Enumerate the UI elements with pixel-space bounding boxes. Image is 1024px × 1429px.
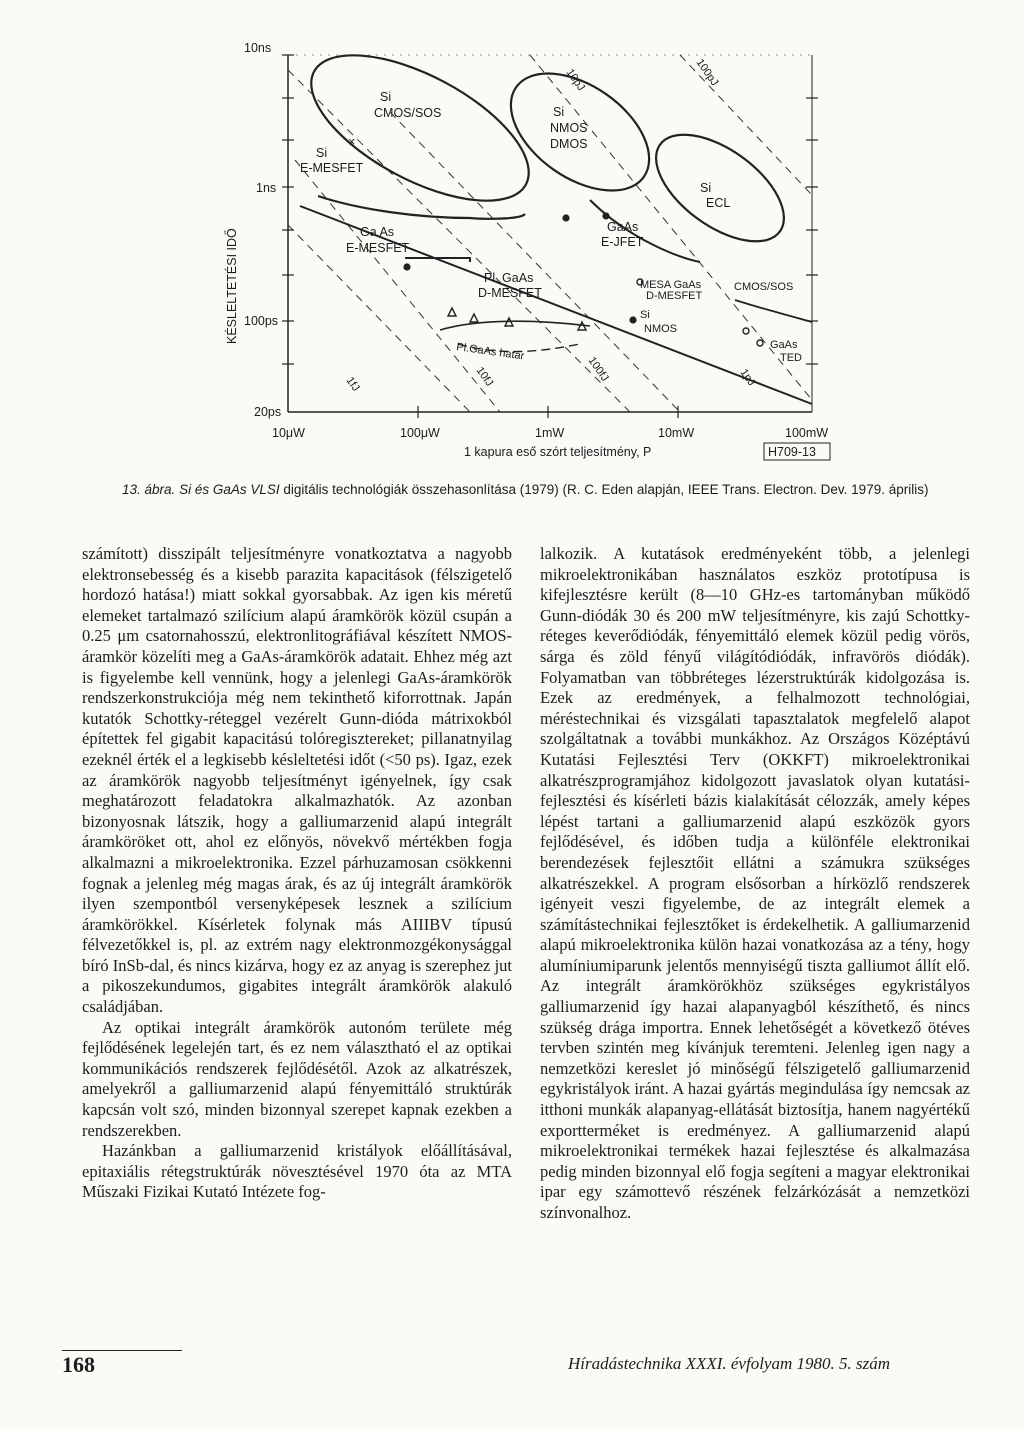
right-column [540, 544, 970, 1224]
caption-text: digitális technológiák összehasonlítása (1979) (R. C. Eden alapján, IEEE Trans. Electron. Dev. 1979. április) [283, 482, 929, 497]
left-paragraph-2: Az optikai integrált áramkörök autonóm területe még fejlődésének legelején tart, és ez nem választható el az optikai kommunikációs rendszerek fejlődésétől. Azok az alkatrészek, amelyekről a galliumarzenid alapú fényemittáló struktúrák kapcsán volt szó, minden bizonnyal szerepet kapnak ezekben a rendszerekben. [82, 1017, 512, 1140]
page-number: 168 [62, 1352, 95, 1377]
label-si-1: Si [380, 90, 392, 104]
figure-id: H709-13 [768, 445, 816, 459]
label-100pj: 100pJ [693, 56, 721, 89]
label-si-emesfet: E-MESFET [300, 161, 364, 175]
x-tick-100uW: 100μW [400, 426, 440, 440]
cmos-sos-right-curve [735, 300, 812, 322]
y-ticks [282, 55, 818, 364]
label-100fj: 100fJ [585, 354, 611, 384]
delay-power-diagram [0, 0, 1024, 470]
footer-rule [62, 1350, 182, 1351]
x-tick-10mW: 10mW [658, 426, 695, 440]
label-gaas-emesfet: E-MESFET [346, 241, 410, 255]
label-dmos: DMOS [550, 137, 588, 151]
label-cmos-sos: CMOS/SOS [374, 106, 442, 120]
label-gaas-ted: GaAs [770, 339, 798, 351]
left-paragraph-3: Hazánkban a galliumarzenid kristályok előállításával, epitaxiális rétegstruktúrák növesztésével 1970 óta az MTA Műszaki Fizikai Kutató Intézete fog- [82, 1141, 512, 1202]
label-pl-gaas-dmesfet: D-MESFET [478, 286, 542, 300]
journal-info: Híradástechnika XXXI. évfolyam 1980. 5. szám [568, 1354, 890, 1373]
label-si-2: Si [553, 105, 565, 119]
label-gaas-2: GaAs [607, 220, 639, 234]
label-1pj: 1pJ [737, 366, 758, 389]
x-marker: × [348, 135, 356, 149]
x-tick-10uW: 10μW [272, 426, 305, 440]
label-mesa-dmesfet: D-MESFET [646, 290, 703, 302]
label-nmos-right: NMOS [644, 323, 677, 335]
label-gaas-ejfet: E-JFET [601, 235, 644, 249]
label-si-3: Si [700, 181, 712, 195]
si-ecl-region [638, 114, 802, 262]
y-tick-10ns: 10ns [244, 41, 272, 55]
label-si-5: Si [640, 309, 650, 321]
right-paragraph-1: lalkozik. A kutatások eredményeként több, a jelenlegi mikroelektronikában használatos eszköz prototípusa is kifejlesztésre került (8—10 GHz-es tartományban működő Gunn-diódák 30 és 200 mW teljesítményre, kis zajú Schottky-réteges keverődiódák, fényemittáló elemek közül pedig vörös, sárga és zöld fényű világítódiódák, infravörös diódák). Folyamatban van többréteges lézerstruktúrák kidolgozása is. Ezek az eredmények, a felhalmozott technológiai, méréstechnikai és vizsgálati tapasztalatok megfelelő alapot szolgáltatnak a további munkákhoz. Az Országos Középtávú Kutatási Fejlesztési Terv (OKKFT) mikroelektronikai alkatrészprogramjához kidolgozott javaslatok olyan kutatási-fejlesztési és kísérleti bázis kialakítását célozzák, amely képes lépést tartani a galliumarzenid alapú eszközök gyors fejlődésével, és időben tudja a különféle elektronikai berendezések fejlesztőit ellátni a számukra szükséges alkatrészekkel. A program elsősorban a hírközlő rendszerek igényeit veszi figyelembe, de az integrált elemek a számítástechnikai fejlesztőket is érdekelhetik. A galliumarzenid alapú mikroelektronika külön hazai vonatkozása az a tény, hogy alumíniumiparunk jelentős mennyiségű tiszta galliumot állít elő. Az integrált áramkörökhöz szükséges egykristályos galliumarzenid így hazai alapanyagból készíthető, és nincs szükség drága importra. Ennek lehetőségét a következő ötéves tervben szintén meg kívánjuk teremteni. Jelenleg igen nagy a nemzetközi kereslet jó minőségű félszigetelő galliumarzenid egykristályok iránt. A hazai gyártás megindulása így nemcsak az itthoni munkák alapanyag-ellátását biztosítja, hanem nagyértékű exportterméket is eredményez. A galliumarzenid alapú mikroelektronikai termékek hazai fejlesztése és alkalmazása pedig minden bizonnyal elő fogja segíteni a magyar elektronikai ipar egy számottevő részének felzárkózását a nemzetközi színvonalhoz. [540, 544, 970, 1222]
filled-markers [403, 212, 639, 323]
caption-number: 13. ábra. [122, 482, 176, 497]
y-axis-title: KÉSLELTETÉSI IDŐ [225, 228, 239, 344]
figure-caption [122, 480, 962, 499]
x-tick-100mW: 100mW [785, 426, 829, 440]
label-gaas-1: Ga As [360, 225, 395, 239]
label-pl-gaas-limit: Pl.GaAs határ [455, 341, 526, 363]
left-column [82, 544, 512, 1203]
label-pl-gaas: Pl. GaAs [484, 271, 534, 285]
label-1fj: 1fJ [343, 374, 362, 394]
label-10fj: 10fJ [473, 364, 496, 389]
y-tick-1ns: 1ns [256, 181, 277, 195]
label-mesa-gaas: MESA GaAs [640, 279, 702, 291]
label-10pj: 10pJ [563, 66, 588, 94]
label-cmos-sos-right: CMOS/SOS [734, 281, 794, 293]
label-nmos: NMOS [550, 121, 588, 135]
page-footer [0, 1320, 1024, 1380]
caption-si-gaas: Si és GaAs VLSI [179, 482, 280, 497]
x-tick-1mW: 1mW [535, 426, 565, 440]
figure-13 [0, 0, 1024, 470]
label-si-4: Si [316, 146, 328, 160]
left-paragraph-1: számított) disszipált teljesítményre vonatkoztatva a nagyobb elektronsebesség és a kisebb parazita kapacitások (félszigetelő hordozó hatása!) miatt sokkal gyorsabbak. Az igen kis méretű elemeket tartalmazó szilícium alapú áramkörök közül csupán a 0.25 μm csatornahosszú, elektronlitográfiával készített NMOS-áramkör közelíti meg a GaAs-áramkörök adatait. Ehhez még azt is figyelembe kell vennünk, hogy a jelenlegi GaAs-áramkörök rendszerkonstrukciója még nem tekinthető kiforrottnak. Japán kutatók Schottky-réteggel vezérelt Gunn-dióda mátrixokból építettek fel gigabit kapacitású tolóregisztereket; pillanatnyilag ezeknél érték el a legkisebb késleltetési időt (<50 ps). Igaz, ezek az áramkörök nagyobb teljesítményt igényelnek, így csak meghatározott feladatokra alkalmazhatók. Az azonban bizonyosnak látszik, hogy a galliumarzenid alapú integrált áramköröket ott, ahol ez előnyös, növekvő mértékben fogja alkalmazni a mikroelektronika. Ezzel párhuzamosan csökkenni fognak a jelenleg még magas árak, és az új integrált áramkörök ilyen szempontból versenyképesek lesznek a szilícium áramkörökkel. Kísérletek folynak más AIIIBV típusú félvezetőkkel is, pl. az extrém nagy elektronmozgékonysággal bíró InSb-dal, és nincs kizárva, hogy ez az anyag is szerephez jut a pikoszekundumos, gigabites integrált áramkörök alakuló családjában. [82, 544, 512, 1017]
y-tick-20ps: 20ps [254, 405, 282, 419]
pl-gaas-dmesfet-curve [440, 321, 590, 330]
x-axis-title: 1 kapura eső szórt teljesítmény, P [464, 445, 652, 459]
label-ted: TED [780, 352, 802, 364]
label-ecl: ECL [706, 196, 731, 210]
y-tick-100ps: 100ps [244, 314, 279, 328]
